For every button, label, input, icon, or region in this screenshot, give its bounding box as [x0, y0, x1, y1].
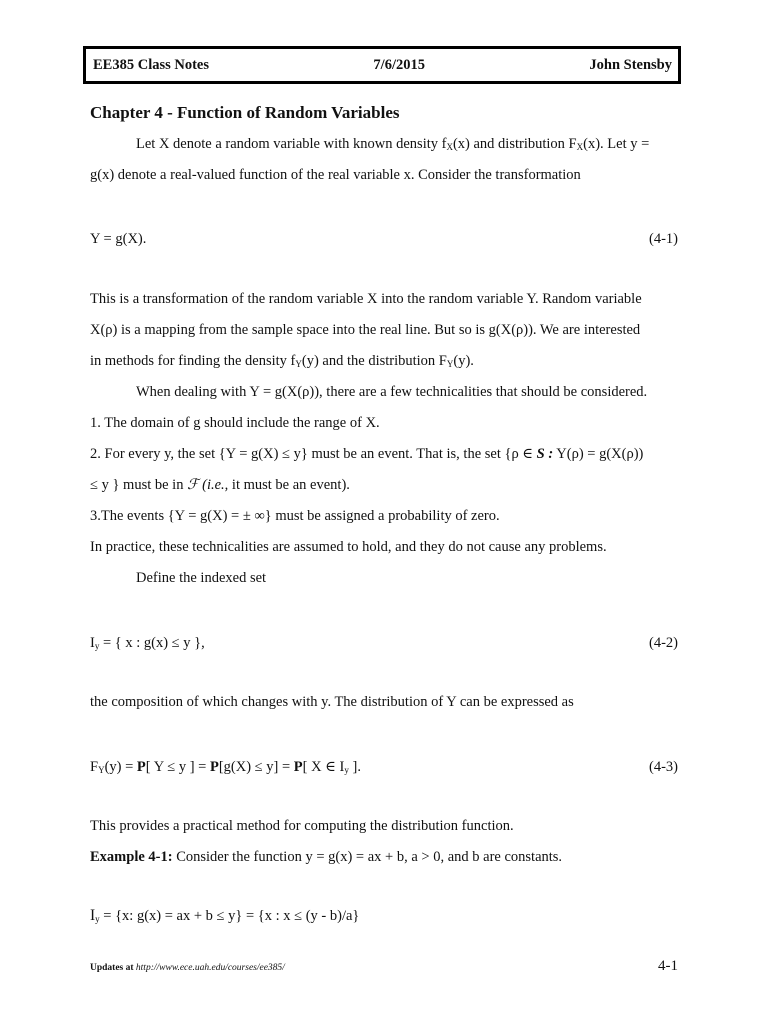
list-item-3: 3.The events {Y = g(X) = ± ∞} must be assigned a probability of zero.	[90, 508, 500, 524]
footer-updates: Updates at http://www.ece.uah.edu/courses/ee385/	[90, 963, 285, 973]
course-name: EE385 Class Notes	[93, 56, 210, 73]
intro-line-2: g(x) denote a real-valued function of the real variable x. Consider the transformation	[90, 167, 581, 183]
intro-line-1: Let X denote a random variable with known density $f_X(x)$ and distribution $F_X(x)$. Let y =	[136, 136, 650, 152]
page-header	[83, 46, 681, 84]
chapter-title: Chapter 4 - Function of Random Variables	[90, 103, 400, 122]
practice-line: In practice, these technicalities are assumed to hold, and they do not cause any problems.	[90, 539, 607, 555]
equation-example-interval: $I_y = \{x$: g(x) = ax + b ≤ y} = {x : x ≤ (y - b)/a}	[90, 907, 360, 924]
equation-4-2: $I_y$ = { x : g(x) ≤ y },	[90, 635, 205, 651]
list-item-2: 2. For every y, the set {Y = g(X) ≤ y} must be an event. That is, the set {ρ ∈ S : Y(ρ) = g(X(ρ))	[90, 446, 644, 462]
para3: the composition of which changes with y. The distribution of Y can be expressed as	[90, 694, 574, 710]
equation-number-4-3: (4-3)	[649, 759, 678, 775]
para2-line-4: When dealing with Y = g(X(ρ)), there are a few technicalities that should be considered.	[136, 384, 648, 400]
equation-4-3: $F_Y(y) = P$[ Y ≤ y ] = P[g(X) ≤ y] = P[ X ∈ $I_y$ ].	[90, 759, 361, 775]
para2-line-2: X(ρ) is a mapping from the sample space into the real line. But so is g(X(ρ)). We are interested	[90, 322, 641, 338]
para2-line-3: in methods for finding the density $f_Y(y)$ and the distribution $F_Y(y)$.	[90, 353, 474, 369]
author-name: John Stensby	[589, 56, 672, 73]
equation-number-4-2: (4-2)	[649, 635, 678, 651]
example-label: Example 4-1:	[90, 849, 173, 865]
page-number: 4-1	[658, 958, 678, 974]
define-line: Define the indexed set	[136, 570, 267, 586]
equation-number-4-1: (4-1)	[649, 231, 678, 247]
example-4-1: Example 4-1: Consider the function y = g(x) = ax + b, a > 0, and b are constants.	[90, 849, 563, 865]
equation-4-1: Y = g(X).	[90, 231, 147, 247]
para2-line-1: This is a transformation of the random variable X into the random variable Y. Random variable	[90, 291, 642, 307]
para4: This provides a practical method for computing the distribution function.	[90, 818, 514, 834]
list-item-1: 1. The domain of g should include the range of X.	[90, 415, 380, 431]
header-date: 7/6/2015	[373, 56, 425, 73]
list-item-2-cont: ≤ y } must be in ℱ (i.e., it must be an event).	[90, 477, 350, 493]
footer-url-link[interactable]: http://www.ece.uah.edu/courses/ee385/	[135, 963, 285, 973]
